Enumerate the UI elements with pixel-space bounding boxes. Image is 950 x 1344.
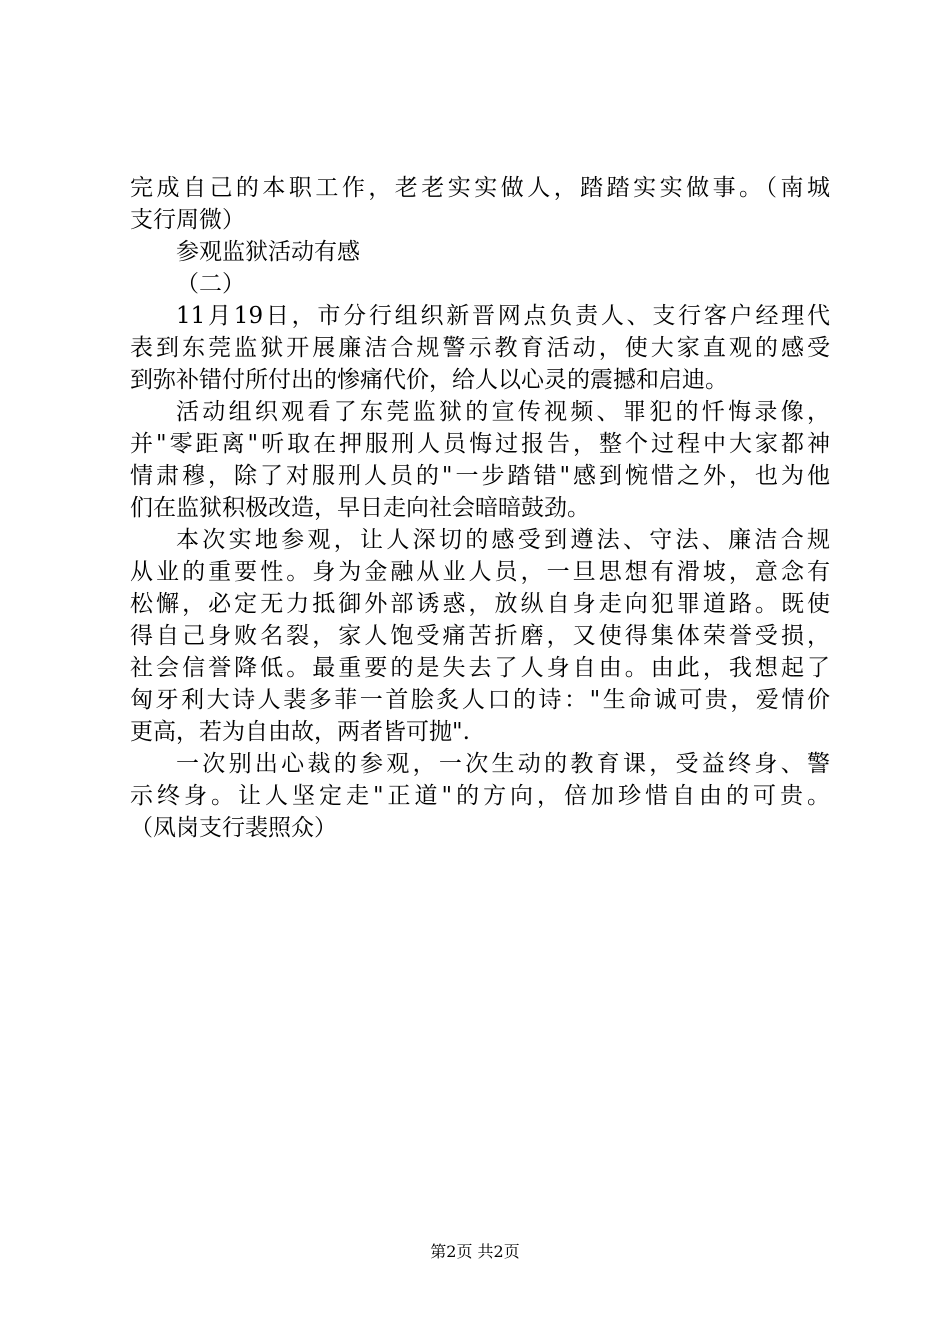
text-line: 完成自己的本职工作，老老实实做人，踏踏实实做事。（南城 [130, 175, 830, 201]
page-footer: 第2页 共2页 [430, 1242, 520, 1261]
text-line: 社会信誉降低。最重要的是失去了人身自由。由此，我想起了 [130, 655, 830, 681]
text-line: 松懈，必定无力抵御外部诱惑，放纵自身走向犯罪道路。既使 [130, 591, 830, 617]
text-line: 并"零距离"听取在押服刑人员悔过报告，整个过程中大家都神 [130, 431, 830, 457]
text-line: 活动组织观看了东莞监狱的宣传视频、罪犯的忏悔录像， [176, 399, 830, 425]
section-number: （二） [176, 271, 245, 297]
text-line: 表到东莞监狱开展廉洁合规警示教育活动，使大家直观的感受 [130, 335, 830, 361]
text-line: 匈牙利大诗人裴多菲一首脍炙人口的诗："生命诚可贵，爱情价 [130, 687, 830, 713]
text-line: 们在监狱积极改造，早日走向社会暗暗鼓劲。 [130, 495, 590, 521]
text-line: 支行周微） [130, 207, 245, 233]
section-title: 参观监狱活动有感 [176, 239, 360, 265]
text-line: 情肃穆，除了对服刑人员的"一步踏错"感到惋惜之外，也为他 [130, 463, 830, 489]
document-body [130, 172, 830, 844]
text-line: 本次实地参观，让人深切的感受到遵法、守法、廉洁合规 [176, 527, 830, 553]
text-line: 更高，若为自由故，两者皆可抛". [130, 719, 470, 745]
text-line: （凤岗支行裴照众） [130, 815, 337, 841]
text-line: 11月19日，市分行组织新晋网点负责人、支行客户经理代 [176, 303, 830, 329]
text-line: 得自己身败名裂，家人饱受痛苦折磨，又使得集体荣誉受损， [130, 623, 830, 649]
text-line: 示终身。让人坚定走"正道"的方向，倍加珍惜自由的可贵。 [130, 783, 830, 809]
text-line: 一次别出心裁的参观，一次生动的教育课，受益终身、警 [176, 751, 830, 777]
text-line: 从业的重要性。身为金融从业人员，一旦思想有滑坡，意念有 [130, 559, 830, 585]
text-line: 到弥补错付所付出的惨痛代价，给人以心灵的震撼和启迪。 [130, 367, 728, 393]
